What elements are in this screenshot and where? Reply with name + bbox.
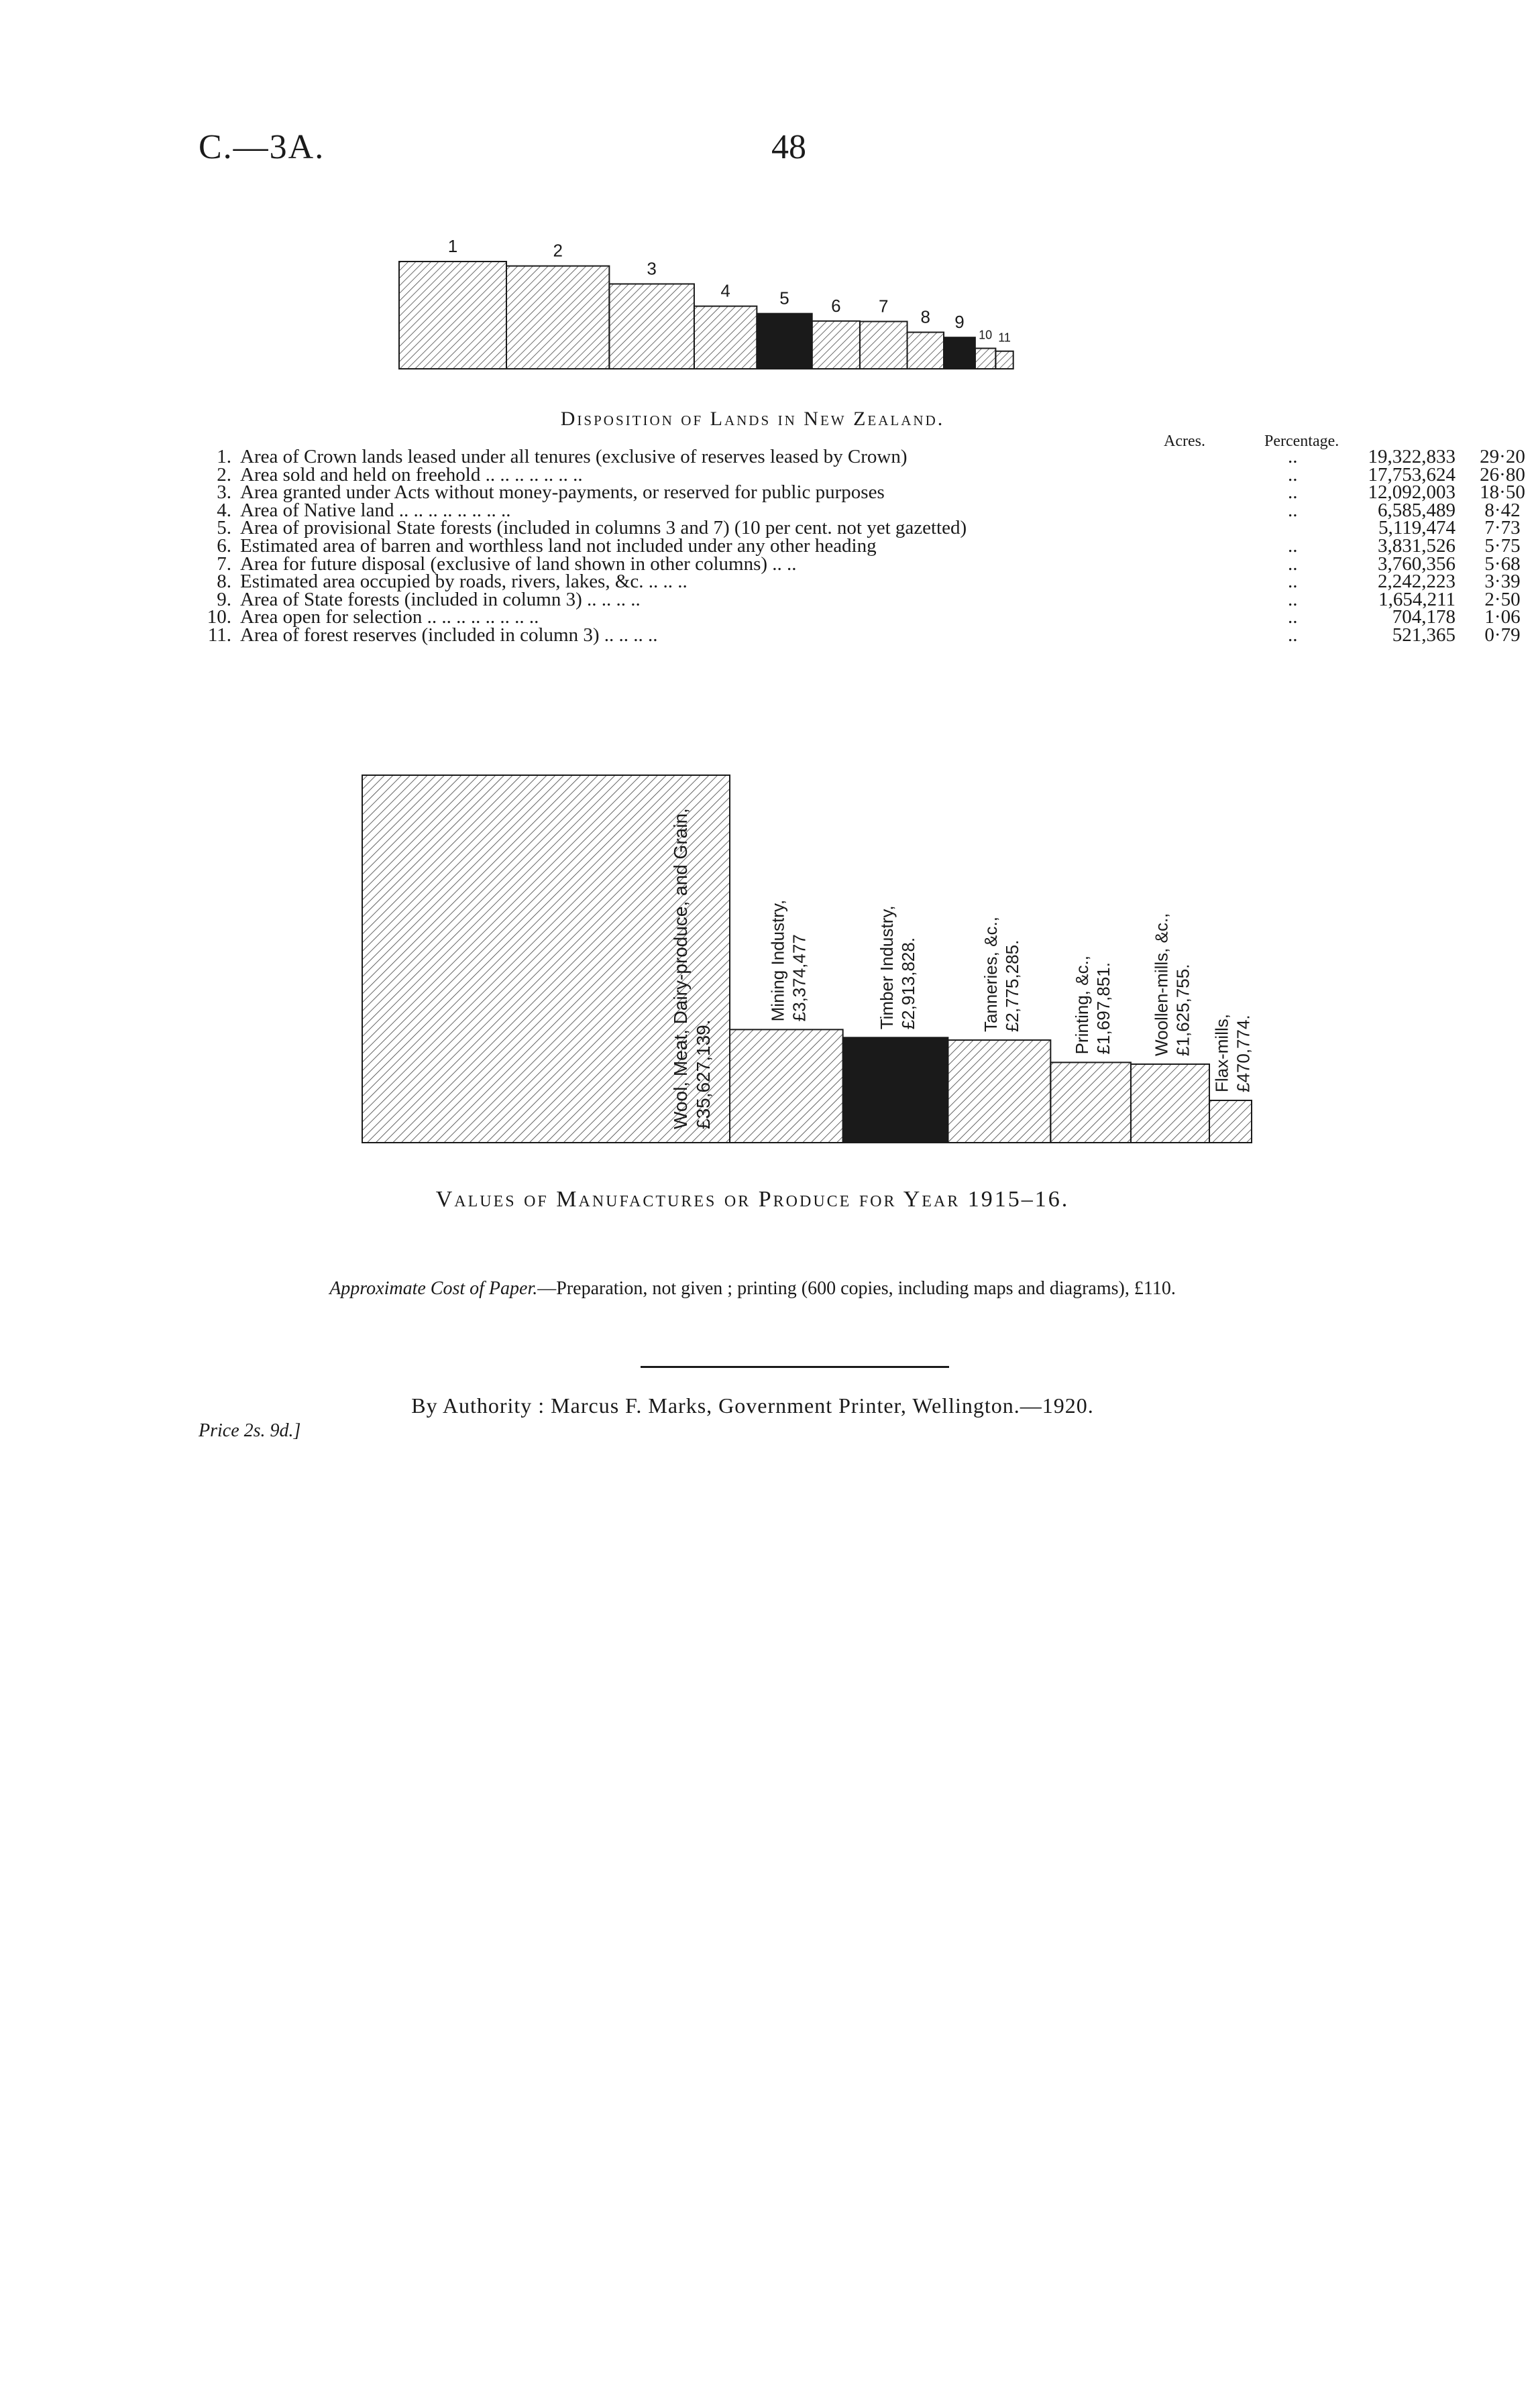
leader-dots: .. xyxy=(1288,534,1298,557)
divider xyxy=(641,1366,949,1368)
table-row xyxy=(195,571,1521,593)
manufacture-name: Printing, &c., xyxy=(1072,955,1093,1055)
table-row xyxy=(195,588,1521,610)
land-bar-11 xyxy=(995,351,1013,369)
row-percentage: 1·06 xyxy=(1484,606,1521,628)
table-row xyxy=(195,481,1525,504)
land-bar-label: 8 xyxy=(920,306,931,327)
manufacture-label xyxy=(767,900,809,1022)
row-number: 4. xyxy=(217,499,231,521)
land-bar-9 xyxy=(944,337,975,369)
land-bar-label: 2 xyxy=(553,240,563,261)
row-number: 5. xyxy=(217,517,231,539)
row-percentage: 3·39 xyxy=(1484,571,1521,593)
row-description: Area of Native land .. .. .. .. .. .. .. .. xyxy=(240,499,511,521)
land-bar-label: 1 xyxy=(447,236,458,256)
row-acres: 704,178 xyxy=(1392,606,1456,628)
manufacture-value: £35,627,139. xyxy=(693,1019,714,1129)
document-code: C.—3A. xyxy=(199,128,325,166)
land-bar-label: 11 xyxy=(998,331,1011,345)
row-percentage: 2·50 xyxy=(1484,588,1521,610)
row-number: 2. xyxy=(217,463,231,485)
manufacture-label xyxy=(877,905,918,1029)
row-number: 1. xyxy=(217,446,231,467)
land-bar-5 xyxy=(757,314,812,369)
row-acres: 19,322,833 xyxy=(1368,446,1456,467)
manufacture-bar xyxy=(948,1040,1050,1143)
leader-dots: .. xyxy=(1288,624,1298,646)
row-acres: 12,092,003 xyxy=(1368,481,1456,504)
manufacture-label xyxy=(1151,913,1193,1056)
manufacture-bar xyxy=(730,1029,843,1143)
row-percentage: 7·73 xyxy=(1484,517,1521,539)
land-bar-3 xyxy=(609,284,694,369)
land-bar-10 xyxy=(975,348,996,369)
manufacture-value: £1,697,851. xyxy=(1093,962,1114,1055)
leader-dots: .. xyxy=(1288,571,1298,593)
leader-dots: .. xyxy=(1288,499,1298,521)
table-row xyxy=(195,499,1521,521)
manufacture-bar xyxy=(843,1037,948,1143)
table-row xyxy=(195,446,1525,467)
table-row xyxy=(195,463,1525,485)
row-description: Area sold and held on freehold .. .. .. .. .. .. .. xyxy=(240,463,583,485)
cost-label: Approximate Cost of Paper. xyxy=(329,1278,538,1299)
table-row xyxy=(195,517,1521,539)
land-bar-8 xyxy=(908,332,944,369)
manufacture-label xyxy=(981,917,1022,1032)
row-description: Area for future disposal (exclusive of land shown in other columns) .. .. xyxy=(240,553,797,575)
table-row xyxy=(195,624,1521,646)
land-bar-label: 9 xyxy=(954,312,965,333)
row-number: 9. xyxy=(217,588,231,610)
row-percentage: 5·75 xyxy=(1484,534,1521,557)
land-bar-label: 3 xyxy=(647,258,657,279)
manufactures-values-chart xyxy=(355,770,1268,1152)
land-disposition-table xyxy=(195,446,1525,646)
row-percentage: 18·50 xyxy=(1480,481,1525,504)
row-description: Area of forest reserves (included in column 3) .. .. .. .. xyxy=(240,624,658,646)
row-number: 11. xyxy=(207,624,231,646)
acres-column-header: Acres. xyxy=(1164,433,1205,450)
land-bar-6 xyxy=(812,321,860,369)
manufacture-name: Flax-mills, xyxy=(1211,1014,1232,1093)
manufacture-value: £3,374,477 xyxy=(789,934,810,1022)
leader-dots: .. xyxy=(1288,606,1298,628)
manufacture-name: Timber Industry, xyxy=(877,905,897,1030)
page-number: 48 xyxy=(771,128,806,166)
land-bar-label: 7 xyxy=(879,296,889,317)
land-bar-1 xyxy=(399,262,506,369)
row-description: Area of State forests (included in column 3) .. .. .. .. xyxy=(240,588,641,610)
manufacture-value: £2,775,285. xyxy=(1001,939,1022,1033)
cost-note xyxy=(0,1278,1505,1300)
table-row xyxy=(195,553,1521,575)
row-description: Area of Crown lands leased under all tenures (exclusive of reserves leased by Crown) xyxy=(240,446,908,467)
row-number: 8. xyxy=(217,571,231,593)
manufacture-name: Wool, Meat, Dairy-produce, and Grain, xyxy=(670,808,691,1129)
row-number: 6. xyxy=(217,534,231,557)
land-bar-label: 6 xyxy=(831,295,841,316)
leader-dots: .. xyxy=(1288,588,1298,610)
leader-dots: .. xyxy=(1288,553,1298,575)
manufacture-name: Mining Industry, xyxy=(767,899,788,1022)
row-description: Area open for selection .. .. .. .. .. .. .. .. xyxy=(240,606,539,628)
manufacture-bar xyxy=(1131,1064,1209,1143)
chart2-title: Values of Manufactures or Produce for Year 1915–16. xyxy=(435,1187,1070,1212)
manufacture-label xyxy=(1212,1014,1254,1092)
row-acres: 17,753,624 xyxy=(1368,463,1456,485)
manufacture-value: £470,774. xyxy=(1233,1015,1254,1093)
land-bar-7 xyxy=(860,321,908,369)
manufacture-value: £2,913,828. xyxy=(898,937,919,1030)
table-row xyxy=(195,606,1521,628)
row-acres: 2,242,223 xyxy=(1378,571,1456,593)
row-percentage: 29·20 xyxy=(1480,446,1525,467)
manufacture-value: £1,625,755. xyxy=(1172,964,1193,1056)
table-row xyxy=(195,534,1521,557)
manufacture-bar xyxy=(1209,1100,1252,1143)
manufacture-name: Tanneries, &c., xyxy=(980,917,1001,1033)
land-bar-2 xyxy=(506,266,609,369)
row-percentage: 26·80 xyxy=(1480,463,1525,485)
row-percentage: 5·68 xyxy=(1484,553,1521,575)
leader-dots: .. xyxy=(1288,446,1298,467)
chart1-title: Disposition of Lands in New Zealand. xyxy=(560,408,945,430)
land-bar-4 xyxy=(694,306,757,369)
leader-dots: .. xyxy=(1288,481,1298,504)
land-bar-label: 10 xyxy=(979,328,993,342)
row-description: Area of provisional State forests (included in columns 3 and 7) (10 per cent. not yet gazetted) xyxy=(240,517,967,539)
row-percentage: 8·42 xyxy=(1484,499,1521,521)
land-bar-label: 4 xyxy=(720,280,730,301)
row-acres: 1,654,211 xyxy=(1378,588,1456,610)
row-number: 10. xyxy=(207,606,231,628)
row-description: Area granted under Acts without money-payments, or reserved for public purposes xyxy=(240,481,885,504)
row-percentage: 0·79 xyxy=(1484,624,1521,646)
manufacture-label xyxy=(1072,956,1113,1054)
land-disposition-chart xyxy=(376,188,1194,376)
row-acres: 3,831,526 xyxy=(1378,534,1456,557)
manufacture-name: Woollen-mills, &c., xyxy=(1151,913,1172,1056)
row-acres: 5,119,474 xyxy=(1378,517,1456,539)
manufacture-bar xyxy=(1050,1062,1131,1143)
row-number: 3. xyxy=(217,481,231,504)
land-bar-label: 5 xyxy=(779,288,789,308)
row-number: 7. xyxy=(217,553,231,575)
leader-dots: .. xyxy=(1288,463,1298,485)
price-note: Price 2s. 9d.] xyxy=(199,1420,301,1441)
row-acres: 3,760,356 xyxy=(1378,553,1456,575)
percentage-column-header: Percentage. xyxy=(1264,433,1339,450)
row-description: Estimated area of barren and worthless land not included under any other heading xyxy=(240,534,877,557)
row-acres: 6,585,489 xyxy=(1378,499,1456,521)
row-description: Estimated area occupied by roads, rivers, lakes, &c. .. .. .. xyxy=(240,571,688,593)
printer-authority: By Authority : Marcus F. Marks, Government Printer, Wellington.—1920. xyxy=(411,1393,1094,1418)
row-acres: 521,365 xyxy=(1392,624,1456,646)
cost-text: —Preparation, not given ; printing (600 copies, including maps and diagrams), £110. xyxy=(537,1278,1176,1299)
